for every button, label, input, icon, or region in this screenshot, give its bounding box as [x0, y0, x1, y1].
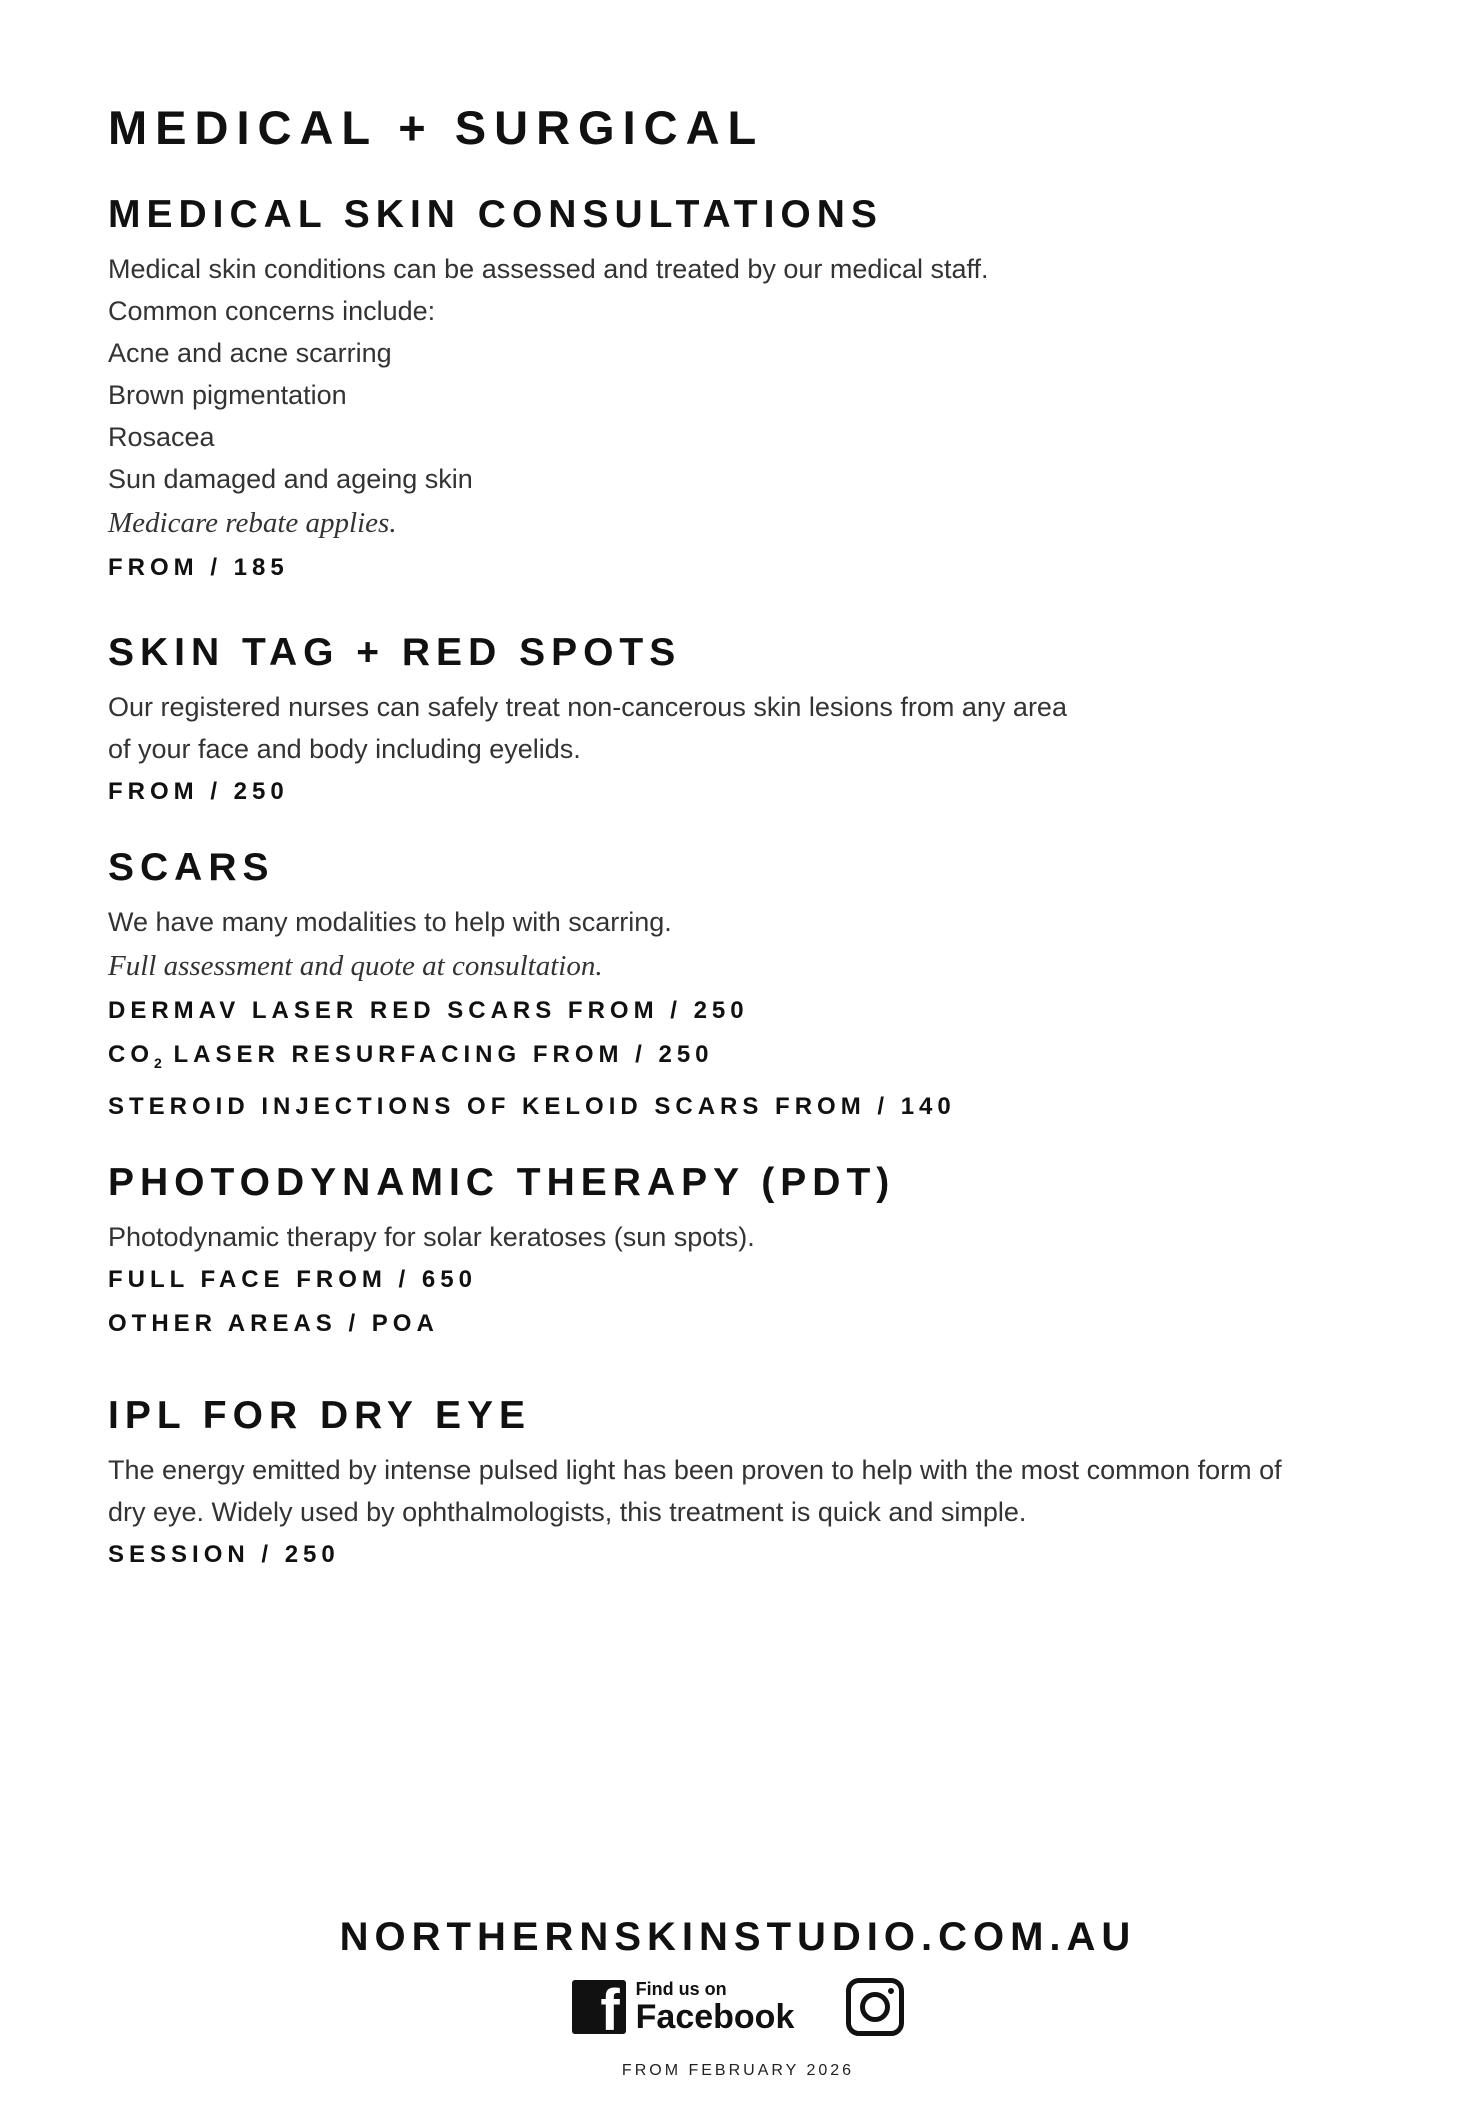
facebook-icon: f: [572, 1980, 626, 2034]
body-line: Sun damaged and ageing skin: [108, 464, 473, 494]
section-title: MEDICAL SKIN CONSULTATIONS: [108, 193, 883, 236]
social-links: [0, 1978, 1476, 2036]
facebook-small-text: Find us on: [635, 1979, 727, 1999]
note: Full assessment and quote at consultation.: [108, 950, 603, 982]
price: FROM / 185: [108, 554, 289, 581]
body-line: Brown pigmentation: [108, 380, 347, 410]
facebook-text: [636, 1980, 795, 2034]
body-line: Common concerns include:: [108, 296, 436, 326]
body-line: Acne and acne scarring: [108, 338, 392, 368]
section-skin-tag: [108, 630, 1408, 814]
instagram-icon[interactable]: [846, 1978, 904, 2036]
body-line: Rosacea: [108, 422, 215, 452]
facebook-big-text: Facebook: [635, 1998, 795, 2036]
page-title: MEDICAL + SURGICAL: [108, 101, 765, 154]
body-line: dry eye. Widely used by ophthalmologists, this treatment is quick and simple.: [108, 1497, 1027, 1527]
section-scars: [108, 845, 1408, 1129]
price: FULL FACE FROM / 650: [108, 1266, 477, 1293]
section-medical-skin-consultations: [108, 192, 1408, 590]
effective-date: FROM FEBRUARY 2026: [621, 2062, 855, 2079]
facebook-link[interactable]: [572, 1980, 795, 2034]
price-co2-rest: LASER RESURFACING FROM / 250: [161, 1041, 714, 1068]
price: SESSION / 250: [108, 1541, 340, 1568]
section-title: SCARS: [108, 846, 275, 889]
body-line: Medical skin conditions can be assessed and treated by our medical staff.: [108, 254, 989, 284]
price: STEROID INJECTIONS OF KELOID SCARS FROM / 140: [108, 1092, 956, 1120]
section-photodynamic-therapy: [108, 1160, 1408, 1346]
price-co2-prefix: CO: [108, 1041, 154, 1068]
website-link[interactable]: NORTHERNSKINSTUDIO.COM.AU: [339, 1915, 1137, 1959]
body-line: We have many modalities to help with scarring.: [108, 907, 672, 937]
body-line: of your face and body including eyelids.: [108, 734, 581, 764]
footer: [0, 1915, 1476, 2080]
body-line: Photodynamic therapy for solar keratoses (sun spots).: [108, 1222, 755, 1252]
section-title: IPL FOR DRY EYE: [108, 1394, 532, 1437]
price: [108, 1033, 1408, 1085]
section-title: PHOTODYNAMIC THERAPY (PDT): [108, 1161, 896, 1204]
price: DERMAV LASER RED SCARS FROM / 250: [108, 997, 749, 1024]
note: Medicare rebate applies.: [108, 507, 397, 539]
price: FROM / 250: [108, 778, 289, 805]
section-title: SKIN TAG + RED SPOTS: [108, 631, 682, 674]
body-line: Our registered nurses can safely treat non-cancerous skin lesions from any area: [108, 692, 1067, 722]
price-co2-subscript: 2: [154, 1054, 162, 1071]
section-ipl-dry-eye: [108, 1393, 1408, 1577]
body-line: The energy emitted by intense pulsed light has been proven to help with the most common form of: [108, 1455, 1282, 1485]
price: OTHER AREAS / POA: [108, 1310, 439, 1337]
